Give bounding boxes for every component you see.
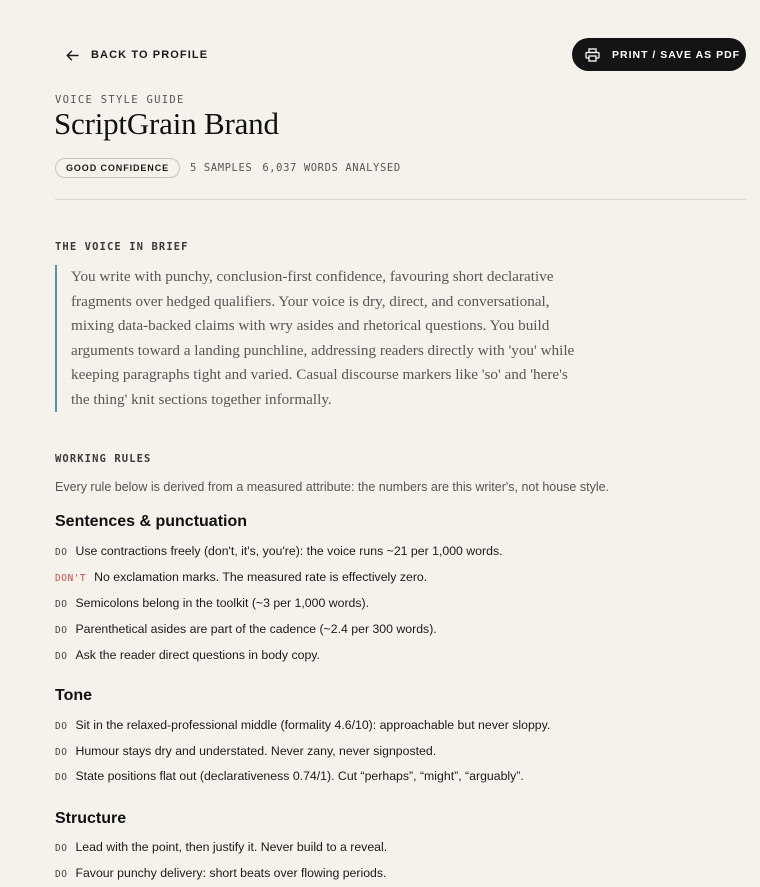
brief-line: mixing data-backed claims with wry asides and rhetorical questions. You build [71,317,550,334]
rule-tag: DO [55,651,68,662]
rule-text: Humour stays dry and understated. Never zany, never signposted. [75,744,437,758]
page-title: ScriptGrain Brand [54,106,279,141]
rule-text: Favour punchy delivery: short beats over flowing periods. [75,866,387,880]
back-to-profile-label: BACK TO PROFILE [91,49,209,61]
back-to-profile-link[interactable] [66,46,208,64]
rule-text: Use contractions freely (don't, it's, you're): the voice runs ~21 per 1,000 words. [75,544,503,558]
rule-tag: DO [55,599,68,610]
voice-in-brief-label: THE VOICE IN BRIEF [55,241,189,253]
rule-text: Semicolons belong in the toolkit (~3 per 1,000 words). [75,596,370,610]
rule-text: State positions flat out (declarativeness 0.74/1). Cut “perhaps”, “might”, “arguably”. [75,769,524,783]
rule-item [55,744,436,758]
rule-item [55,718,550,732]
words-analysed: 6,037 WORDS ANALYSED [262,162,401,174]
rule-tag: DO [55,747,68,758]
rule-tag: DON'T [55,573,87,584]
rule-item [55,622,437,636]
print-save-pdf-button[interactable] [572,38,746,71]
rule-item [55,648,320,662]
brief-line: You write with punchy, conclusion-first confidence, favouring short declarative [71,268,554,285]
section-heading-structure: Structure [55,810,127,827]
rule-text: Parenthetical asides are part of the cadence (~2.4 per 300 words). [75,622,437,636]
doc-kicker: VOICE STYLE GUIDE [55,94,185,106]
rule-item [55,544,503,558]
working-rules-label: WORKING RULES [55,453,152,465]
rule-tag: DO [55,869,68,880]
arrow-left-icon [66,50,79,61]
doc-meta [55,158,401,178]
rule-text: No exclamation marks. The measured rate is effectively zero. [94,570,428,584]
print-save-pdf-label: PRINT / SAVE AS PDF [612,48,741,61]
rule-tag: DO [55,772,68,783]
rule-tag: DO [55,721,68,732]
voice-brief-quote [55,265,575,412]
confidence-badge: GOOD CONFIDENCE [55,158,180,178]
brief-line: keeping paragraphs tight and varied. Casual discourse markers like 'so' and 'here's [71,366,568,383]
rule-tag: DO [55,547,68,558]
rule-tag: DO [55,625,68,636]
printer-icon [585,48,600,62]
rule-item [55,866,386,880]
rule-item [55,769,524,783]
section-heading-sentences: Sentences & punctuation [55,513,248,530]
rule-tag: DO [55,843,68,854]
rule-text: Sit in the relaxed-professional middle (formality 4.6/10): approachable but never sloppy. [75,718,551,732]
brief-line: the thing' knit sections together informally. [71,390,332,408]
rule-text: Ask the reader direct questions in body copy. [75,648,320,662]
section-heading-tone: Tone [55,687,93,704]
rules-intro: Every rule below is derived from a measured attribute: the numbers are this writer's, not house style. [55,480,610,494]
rule-text: Lead with the point, then justify it. Never build to a reveal. [75,840,388,854]
top-bar [0,0,760,100]
rule-item [55,840,387,854]
rule-item [55,596,369,610]
brief-line: arguments toward a landing punchline, addressing readers directly with 'you' while [71,341,575,359]
brief-line: fragments over hedged qualifiers. Your voice is dry, direct, and conversational, [71,292,550,310]
rule-item [55,570,427,584]
divider [55,199,746,200]
samples-count: 5 SAMPLES [190,162,253,174]
